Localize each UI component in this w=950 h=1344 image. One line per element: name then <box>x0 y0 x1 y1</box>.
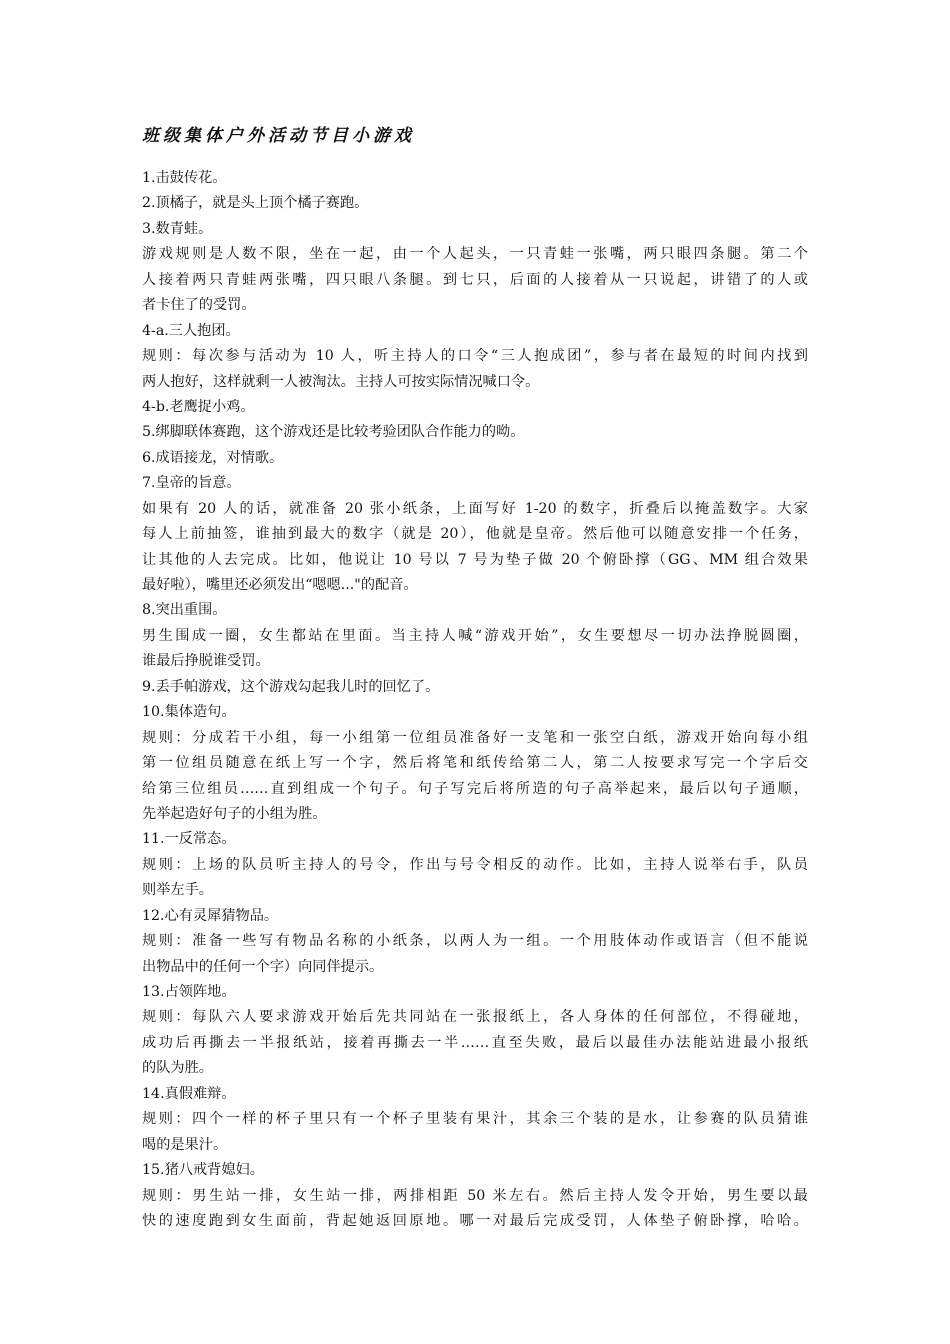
text-line: 1.击鼓传花。 <box>142 170 227 186</box>
text-line: 先举起造好句子的小组为胜。 <box>142 805 327 822</box>
text-line: 快的速度跑到女生面前，背起她返回原地。哪一对最后完成受罚，人体垫子俯卧撑，哈哈。 <box>142 1212 808 1229</box>
document-title: 班级集体户外活动节目小游戏 <box>142 126 415 146</box>
text-line: 6.成语接龙，对情歌。 <box>142 449 284 466</box>
text-line: 人接着两只青蛙两张嘴，四只眼八条腿。到七只，后面的人接着从一只说起，讲错了的人或 <box>142 271 808 288</box>
text-line: 游戏规则是人数不限，坐在一起，由一个人起头，一只青蛙一张嘴，两只眼四条腿。第二个 <box>142 246 808 263</box>
text-line: 10.集体造句。 <box>142 704 236 721</box>
text-line: 规则：每次参与活动为 10 人，听主持人的口令“三人抱成团”，参与者在最短的时间内找到 <box>142 348 808 365</box>
text-line: 两人抱好，这样就剩一人被淘汰。主持人可按实际情况喊口令。 <box>142 373 540 390</box>
text-line: 每人上前抽签，谁抽到最大的数字（就是 20），他就是皇帝。然后他可以随意安排一个任务， <box>142 526 808 543</box>
text-line: 12.心有灵犀猜物品。 <box>142 907 279 924</box>
text-line: 最好啦），嘴里还必须发出“嗯嗯..."的配音。 <box>142 577 418 593</box>
text-line: 规则：四个一样的杯子里只有一个杯子里装有果汁，其余三个装的是水，让参赛的队员猜谁 <box>142 1111 808 1128</box>
text-line: 2.顶橘子，就是头上顶个橘子赛跑。 <box>142 195 369 212</box>
text-line: 14.真假难辩。 <box>142 1085 236 1102</box>
text-line: 出物品中的任何一个字）向同伴提示。 <box>142 958 384 975</box>
text-line: 让其他的人去完成。比如，他说让 10 号以 7 号为垫子做 20 个俯卧撑（GG、MM 组合效果 <box>142 551 808 568</box>
document-body <box>142 166 808 1234</box>
text-line: 11.一反常态。 <box>142 831 236 848</box>
text-line: 13.占领阵地。 <box>142 984 236 1000</box>
text-line: 规则：男生站一排，女生站一排，两排相距 50 米左右。然后主持人发令开始，男生要以最 <box>142 1187 808 1204</box>
text-line: 3.数青蛙。 <box>142 220 213 237</box>
text-line: 谁最后挣脱谁受罚。 <box>142 653 270 670</box>
text-line: 15.猪八戒背媳妇。 <box>142 1162 264 1179</box>
text-line: 第一位组员随意在纸上写一个字，然后将笔和纸传给第二人，第二人按要求写完一个字后交 <box>142 755 808 772</box>
text-line: 者卡住了的受罚。 <box>142 297 256 314</box>
text-line: 喝的是果汁。 <box>142 1136 228 1153</box>
text-line: 男生围成一圈，女生都站在里面。当主持人喊“游戏开始”，女生要想尽一切办法挣脱圆圈， <box>142 627 808 644</box>
text-line: 给第三位组员……直到组成一个句子。句子写完后将所造的句子高举起来，最后以句子通顺， <box>142 780 808 797</box>
text-line: 规则：分成若干小组，每一小组第一位组员准备好一支笔和一张空白纸，游戏开始向每小组 <box>142 729 808 746</box>
text-line: 成功后再撕去一半报纸站，接着再撕去一半……直至失败，最后以最佳办法能站进最小报纸 <box>142 1034 808 1051</box>
text-line: 7.皇帝的旨意。 <box>142 475 241 492</box>
text-line: 9.丢手帕游戏，这个游戏勾起我儿时的回忆了。 <box>142 678 440 695</box>
text-line: 如果有 20 人的话，就准备 20 张小纸条，上面写好 1-20 的数字，折叠后以掩盖数字。大家 <box>142 500 808 517</box>
text-line: 4-b.老鹰捉小鸡。 <box>142 398 255 415</box>
text-line: 则举左手。 <box>142 882 213 899</box>
text-line: 规则：上场的队员听主持人的号令，作出与号令相反的动作。比如，主持人说举右手，队员 <box>142 856 808 873</box>
text-line: 4-a.三人抱团。 <box>142 322 240 339</box>
text-line: 规则：准备一些写有物品名称的小纸条，以两人为一组。一个用肢体动作或语言（但不能说 <box>142 933 808 950</box>
text-line: 规则：每队六人要求游戏开始后先共同站在一张报纸上，各人身体的任何部位，不得碰地， <box>142 1009 808 1026</box>
text-line: 5.绑脚联体赛跑，这个游戏还是比较考验团队合作能力的呦。 <box>142 424 525 441</box>
text-line: 的队为胜。 <box>142 1060 213 1077</box>
text-line: 8.突出重围。 <box>142 602 227 619</box>
